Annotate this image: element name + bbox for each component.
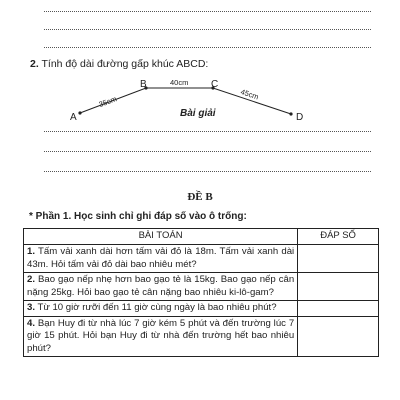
answer-cell[interactable] [298, 245, 379, 273]
problem-number: 1. [27, 246, 36, 257]
problem-cell [24, 301, 298, 317]
problem-text: Bao gạo nếp nhẹ hơn bao gạo tẻ là 15kg. Bao gạo nếp cân nặng 25kg. Hỏi bao gạo tẻ cân nặng bao nhiêu ki-lô-gam? [27, 274, 295, 298]
problem-number: 3. [27, 302, 36, 313]
segment-ab-length: 35cm [97, 94, 118, 110]
answer-cell[interactable] [298, 301, 379, 317]
segment-bc-length: 40cm [170, 78, 189, 87]
answer-cell[interactable] [298, 316, 379, 357]
point-c-label: C [211, 79, 219, 90]
polyline-figure [0, 0, 400, 140]
problem-number: 2. [27, 274, 36, 285]
header-problem: BÀI TOÁN [24, 229, 298, 245]
part-1-instruction: * Phần 1. Học sinh chỉ ghi đáp số vào ô trống: [29, 211, 247, 222]
problem-text: Từ 10 giờ rưỡi đến 11 giờ cùng ngày là bao nhiêu phút? [37, 302, 277, 313]
problem-cell [24, 245, 298, 273]
problem-text: Tấm vải xanh dài hơn tấm vải đỏ là 18m. Tấm vải xanh dài 43m. Hỏi tấm vải đỏ dài bao nhiêu mét? [27, 246, 295, 270]
table-row [24, 316, 379, 357]
problem-2-number: 2. [30, 58, 39, 70]
problem-text: Bạn Huy đi từ nhà lúc 7 giờ kém 5 phút và đến trường lúc 7 giờ 15 phút. Hỏi bạn Huy đi từ nhà đến trường hết bao nhiêu phút? [27, 317, 295, 354]
problem-2-text: Tính độ dài đường gấp khúc ABCD: [41, 58, 209, 70]
answer-cell[interactable] [298, 273, 379, 301]
table-row [24, 301, 379, 317]
header-answer: ĐÁP SỐ [298, 229, 379, 245]
point-d-label: D [296, 112, 304, 123]
table-header-row [24, 229, 379, 245]
problem-cell [24, 316, 298, 357]
problem-number: 4. [27, 317, 36, 329]
point-b-label: B [140, 79, 147, 90]
table-row [24, 245, 379, 273]
exam-variant-title: ĐỀ B [187, 191, 213, 203]
point-a-dot [78, 111, 81, 114]
answer-line [44, 171, 371, 172]
point-a-label: A [70, 112, 77, 123]
segment-cd-length: 45cm [239, 87, 260, 102]
problem-cell [24, 273, 298, 301]
point-d-dot [289, 112, 292, 115]
table-row [24, 273, 379, 301]
answer-line [44, 151, 371, 152]
answer-table [23, 228, 379, 357]
answer-line [44, 131, 371, 132]
solution-label: Bài giải [180, 108, 216, 119]
